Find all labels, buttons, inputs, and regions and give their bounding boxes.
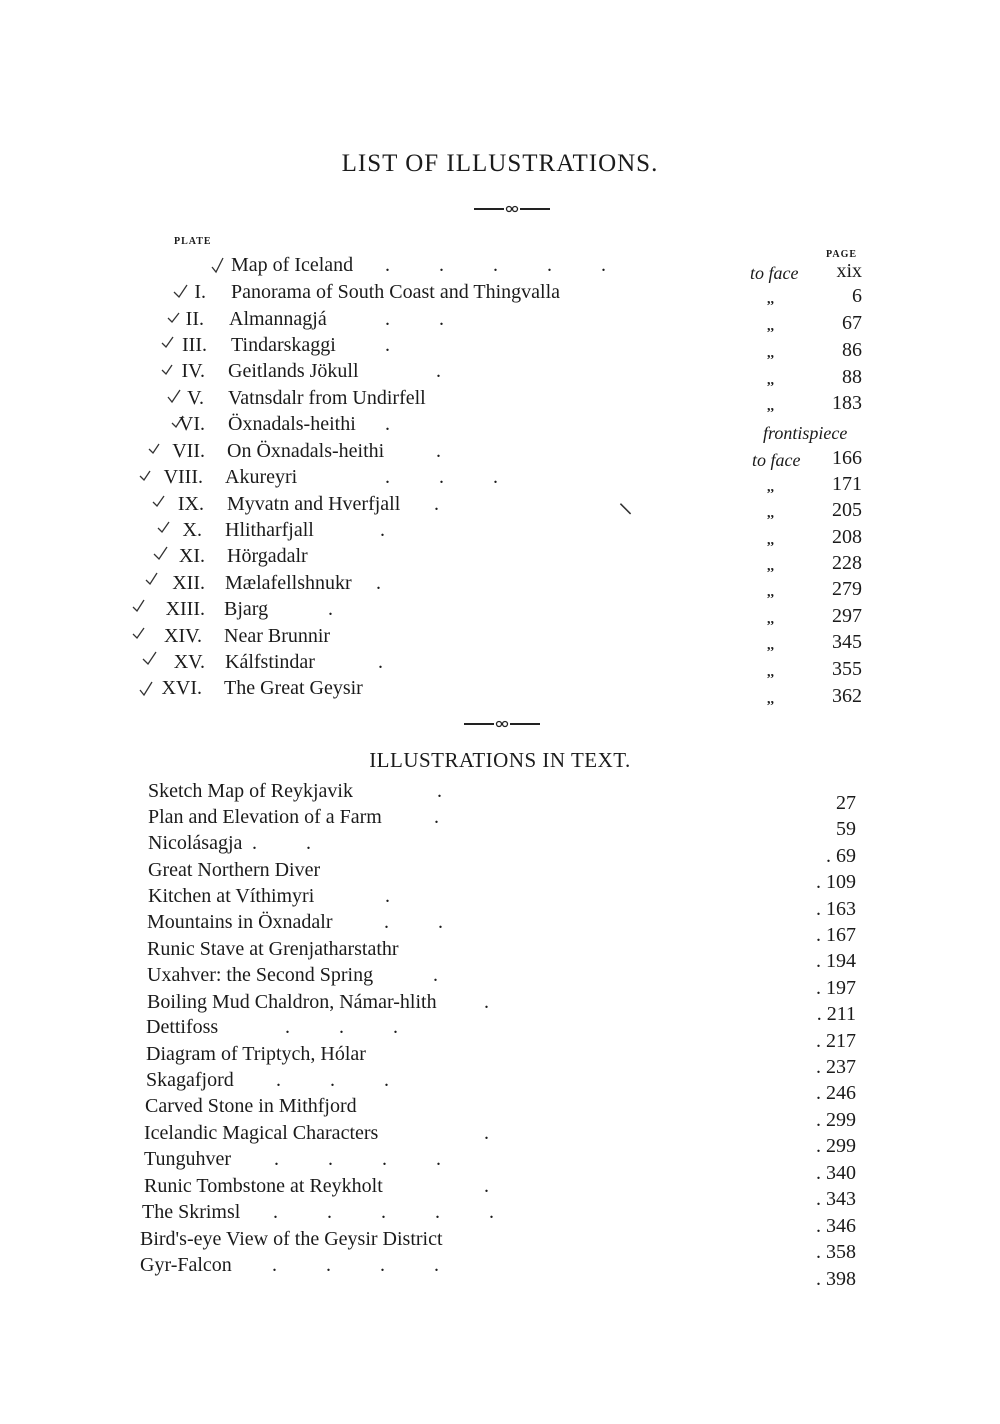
plate-page-ref bbox=[0, 473, 1000, 500]
plate-page-ref bbox=[0, 605, 1000, 632]
plate-page-number: 67 bbox=[842, 312, 862, 334]
leader-dots: . bbox=[436, 440, 463, 462]
plate-face-label: ,, bbox=[767, 638, 774, 653]
plate-page-ref bbox=[0, 423, 1000, 447]
text-illustration-title: The Skrimsl bbox=[142, 1201, 241, 1223]
leader-dots: . bbox=[437, 780, 464, 802]
leader-dots: . bbox=[385, 413, 412, 435]
stray-mark: ⸜ bbox=[618, 486, 633, 519]
plate-face-label: ,, bbox=[767, 292, 774, 307]
plate-title: Tindarskaggi bbox=[231, 334, 336, 356]
text-illustration-title: Carved Stone in Mithfjord bbox=[145, 1095, 357, 1117]
text-illustration-page: . 246 bbox=[816, 1082, 856, 1104]
plate-page-ref bbox=[0, 285, 1000, 312]
plate-title: Vatnsdalr from Undirfell bbox=[228, 387, 426, 409]
plate-page-number: 297 bbox=[832, 605, 862, 627]
plate-page-number: 171 bbox=[832, 473, 862, 495]
plate-title: Panorama of South Coast and Thingvalla bbox=[231, 281, 561, 303]
plate-face-label: ,, bbox=[767, 506, 774, 521]
leader-dots: . bbox=[484, 991, 511, 1013]
text-illustration-page: . 69 bbox=[826, 845, 856, 867]
plate-page-ref bbox=[0, 685, 1000, 712]
plate-page-ref bbox=[0, 499, 1000, 526]
text-illustration-title: Sketch Map of Reykjavik bbox=[148, 780, 353, 802]
leader-dots: . bbox=[378, 651, 405, 673]
plate-title: Hlitharfjall bbox=[225, 519, 314, 541]
text-illustration-page: . 167 bbox=[816, 924, 856, 946]
plate-title: Kálfstindar bbox=[225, 651, 315, 673]
text-illustration-title: Plan and Elevation of a Farm bbox=[148, 806, 382, 828]
plate-page-number: 205 bbox=[832, 499, 862, 521]
text-illustration-page: . 398 bbox=[816, 1268, 856, 1290]
plate-face-label: to face bbox=[752, 450, 801, 470]
plate-page-number: 6 bbox=[852, 285, 862, 307]
plate-title: Hörgadalr bbox=[227, 545, 308, 567]
leader-dots: . bbox=[434, 493, 461, 515]
plate-page-number: 345 bbox=[832, 631, 862, 653]
leader-dots: . bbox=[484, 1122, 511, 1144]
text-illustration-title: Gyr-Falcon bbox=[140, 1254, 232, 1276]
plate-number: VI. bbox=[178, 413, 205, 435]
leader-dots: . . . . . bbox=[385, 254, 628, 276]
plate-page-ref bbox=[0, 366, 1000, 393]
plate-face-label: frontispiece bbox=[763, 423, 848, 443]
text-illustration-title: Bird's-eye View of the Geysir District bbox=[140, 1228, 443, 1250]
text-illustration-page: . 346 bbox=[816, 1215, 856, 1237]
plate-number: II. bbox=[185, 308, 204, 330]
leader-dots: . bbox=[376, 572, 403, 594]
leader-dots: . . bbox=[384, 911, 465, 933]
text-illustration-title: Uxahver: the Second Spring bbox=[147, 964, 374, 986]
plate-title: Bjarg bbox=[224, 598, 269, 620]
leader-dots: . . . . bbox=[272, 1254, 461, 1276]
plate-page-ref bbox=[0, 578, 1000, 605]
plate-column-header: PLATE bbox=[174, 236, 212, 247]
leader-dots: . . . . bbox=[274, 1148, 463, 1170]
plate-number: IX. bbox=[177, 493, 204, 515]
text-illustration-page: . 340 bbox=[816, 1162, 856, 1184]
plate-face-label: ,, bbox=[767, 346, 774, 361]
leader-dots: . . bbox=[252, 832, 333, 854]
plate-number: I. bbox=[194, 281, 206, 303]
leader-dots: . bbox=[385, 885, 412, 907]
plate-title: Mælafellshnukr bbox=[225, 572, 352, 594]
plate-title: Akureyri bbox=[225, 466, 298, 488]
text-illustration-page: . 237 bbox=[816, 1056, 856, 1078]
text-illustration-title: Icelandic Magical Characters bbox=[144, 1122, 379, 1144]
text-illustration-page: . 299 bbox=[816, 1109, 856, 1131]
leader-dots: . bbox=[380, 519, 407, 541]
plate-face-label: ,, bbox=[767, 692, 774, 707]
leader-dots: . . . bbox=[385, 466, 520, 488]
plate-number: XIV. bbox=[164, 625, 202, 647]
plate-page-ref bbox=[0, 312, 1000, 339]
plate-page-number: 279 bbox=[832, 578, 862, 600]
text-illustration-title: Nicolásagja bbox=[148, 832, 243, 854]
plate-number: XI. bbox=[178, 545, 205, 567]
plate-page-number: xix bbox=[836, 260, 862, 282]
plate-number: XII. bbox=[172, 572, 205, 594]
plate-page-ref bbox=[0, 631, 1000, 658]
plate-number: XV. bbox=[173, 651, 205, 673]
text-illustration-page: . 163 bbox=[816, 898, 856, 920]
plate-page-number: 166 bbox=[832, 447, 862, 469]
page-title: LIST OF ILLUSTRATIONS. bbox=[341, 150, 659, 177]
plate-title: Geitlands Jökull bbox=[228, 360, 359, 382]
leader-dots: . . . bbox=[285, 1016, 420, 1038]
plate-page-ref bbox=[0, 658, 1000, 685]
plate-number: VIII. bbox=[163, 466, 203, 488]
plate-face-label: ,, bbox=[767, 559, 774, 574]
plate-title: Almannagjá bbox=[229, 308, 327, 330]
page-column-header: PAGE bbox=[826, 249, 858, 260]
plate-number: VII. bbox=[172, 440, 205, 462]
plate-page-number: 355 bbox=[832, 658, 862, 680]
text-illustration-page: . 109 bbox=[816, 871, 856, 893]
plate-page-ref bbox=[0, 447, 1000, 474]
plate-title: On Öxnadals-heithi bbox=[227, 440, 385, 462]
text-illustration-title: Dettifoss bbox=[146, 1016, 219, 1038]
ornament-divider-top bbox=[472, 203, 552, 215]
text-illustration-title: Skagafjord bbox=[146, 1069, 234, 1091]
plate-face-label: ,, bbox=[767, 585, 774, 600]
leader-dots: . . . bbox=[276, 1069, 411, 1091]
plate-page-ref bbox=[0, 339, 1000, 366]
plate-face-label: ,, bbox=[767, 399, 774, 414]
text-illustration-page: 59 bbox=[836, 818, 856, 840]
plate-page-ref bbox=[0, 526, 1000, 553]
text-illustration-title: Runic Tombstone at Reykholt bbox=[144, 1175, 383, 1197]
leader-dots: . . . . . bbox=[273, 1201, 516, 1223]
plate-number: XIII. bbox=[165, 598, 205, 620]
plate-title: Myvatn and Hverfjall bbox=[227, 493, 401, 515]
text-illustrations-heading: ILLUSTRATIONS IN TEXT. bbox=[369, 748, 631, 772]
plate-page-number: 183 bbox=[832, 392, 862, 414]
text-illustration-page: . 343 bbox=[816, 1188, 856, 1210]
plate-page-ref bbox=[0, 552, 1000, 579]
leader-dots: . . bbox=[385, 308, 466, 330]
text-illustration-page: . 194 bbox=[816, 950, 856, 972]
leader-dots: . bbox=[433, 964, 460, 986]
leader-dots: . bbox=[385, 334, 412, 356]
text-illustration-title: Boiling Mud Chaldron, Námar-hlith bbox=[147, 991, 437, 1013]
plate-page-number: 208 bbox=[832, 526, 862, 548]
text-illustration-title: Diagram of Triptych, Hólar bbox=[146, 1043, 366, 1065]
plate-number: V. bbox=[187, 387, 204, 409]
plate-page-ref bbox=[0, 392, 1000, 419]
plate-face-label: ,, bbox=[767, 373, 774, 388]
plate-face-label: ,, bbox=[767, 480, 774, 495]
plate-face-label: to face bbox=[750, 263, 799, 283]
text-illustration-page: . 211 bbox=[816, 1003, 856, 1025]
plate-face-label: ,, bbox=[767, 533, 774, 548]
leader-dots: . bbox=[434, 806, 461, 828]
plate-title: The Great Geysir bbox=[224, 677, 363, 699]
plate-number: III. bbox=[182, 334, 207, 356]
text-illustration-title: Great Northern Diver bbox=[148, 859, 321, 881]
text-illustration-page: . 358 bbox=[816, 1241, 856, 1263]
text-illustration-page: . 197 bbox=[816, 977, 856, 999]
text-illustration-title: Tunguhver bbox=[144, 1148, 232, 1170]
plate-number: X. bbox=[182, 519, 202, 541]
text-illustration-page: . 299 bbox=[816, 1135, 856, 1157]
plate-face-label: ,, bbox=[767, 665, 774, 680]
plate-page-ref bbox=[0, 260, 1000, 287]
plate-title: Near Brunnir bbox=[224, 625, 331, 647]
plate-page-number: 86 bbox=[842, 339, 862, 361]
plate-page-number: 88 bbox=[842, 366, 862, 388]
text-illustration-page: . 217 bbox=[816, 1030, 856, 1052]
leader-dots: . bbox=[484, 1175, 511, 1197]
plate-title: Öxnadals-heithi bbox=[228, 413, 356, 435]
leader-dots: . bbox=[328, 598, 355, 620]
text-illustration-page: 27 bbox=[836, 792, 856, 814]
plate-page-number: 362 bbox=[832, 685, 862, 707]
plate-page-number: 228 bbox=[832, 552, 862, 574]
text-illustration-title: Kitchen at Víthimyri bbox=[148, 885, 315, 907]
plate-title: Map of Iceland bbox=[231, 254, 354, 276]
plate-number: XVI. bbox=[161, 677, 202, 699]
text-illustration-title: Mountains in Öxnadalr bbox=[147, 911, 333, 933]
leader-dots: . bbox=[436, 360, 463, 382]
plate-face-label: ,, bbox=[767, 612, 774, 627]
plate-face-label: ,, bbox=[767, 319, 774, 334]
plate-number: IV. bbox=[181, 360, 205, 382]
text-illustration-title: Runic Stave at Grenjatharstathr bbox=[147, 938, 399, 960]
ornament-divider-middle bbox=[462, 718, 542, 730]
